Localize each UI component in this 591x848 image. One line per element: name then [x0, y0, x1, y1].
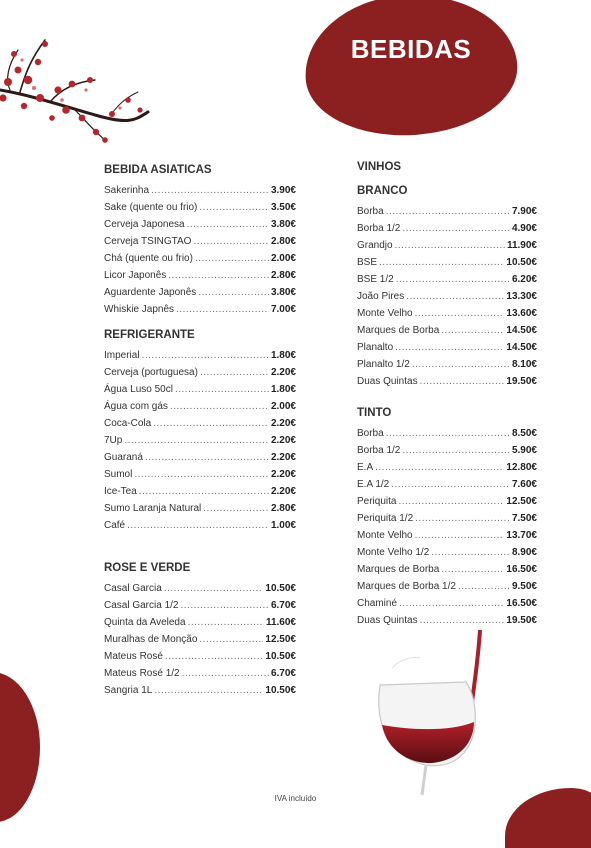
menu-item-row	[104, 182, 296, 199]
menu-item-row	[104, 580, 296, 597]
item-name: Ice-Tea	[104, 486, 137, 497]
section-heading: BEBIDA ASIATICAS	[104, 164, 212, 176]
menu-item-row	[357, 339, 537, 356]
item-name: Marques de Borba	[357, 325, 440, 336]
dot-leader	[199, 199, 269, 216]
title-brush-blob	[300, 0, 521, 142]
dot-leader	[399, 595, 504, 612]
dot-leader	[180, 597, 268, 614]
menu-item-row	[104, 398, 296, 415]
item-name: Sangria 1L	[104, 685, 153, 696]
item-name: E.A 1/2	[357, 479, 390, 490]
item-price: 3.90€	[270, 185, 296, 196]
item-price: 8.50€	[511, 428, 537, 439]
dot-leader	[402, 220, 510, 237]
menu-item-row	[104, 466, 296, 483]
item-price: 6.20€	[511, 274, 537, 285]
item-price: 4.90€	[511, 223, 537, 234]
item-price: 10.50€	[506, 257, 537, 268]
dot-leader	[391, 476, 510, 493]
item-price: 3.80€	[270, 219, 296, 230]
item-name: Aguardente Japonês	[104, 287, 197, 298]
item-name: Planalto	[357, 342, 394, 353]
dot-leader	[375, 459, 504, 476]
item-name: Cerveja (portuguesa)	[104, 367, 198, 378]
menu-item-row	[357, 442, 537, 459]
item-price: 1.80€	[270, 384, 296, 395]
dot-leader	[199, 631, 263, 648]
item-price: 3.50€	[270, 202, 296, 213]
item-price: 10.50€	[265, 685, 296, 696]
item-price: 12.50€	[506, 496, 537, 507]
item-price: 7.50€	[511, 513, 537, 524]
wine-glass-icon	[370, 630, 495, 800]
menu-item-row	[104, 432, 296, 449]
dot-leader	[195, 250, 269, 267]
menu-item-row	[104, 665, 296, 682]
item-name: BSE 1/2	[357, 274, 394, 285]
dot-leader	[142, 347, 269, 364]
dot-leader	[193, 233, 269, 250]
item-price: 2.00€	[270, 401, 296, 412]
menu-item-row	[104, 301, 296, 318]
dot-leader	[127, 517, 269, 534]
dot-leader	[164, 580, 264, 597]
dot-leader	[406, 288, 504, 305]
section-refrigerante	[104, 329, 296, 534]
menu-item-row	[357, 203, 537, 220]
item-price: 2.80€	[270, 236, 296, 247]
menu-item-row	[104, 483, 296, 500]
item-name: Cerveja TSINGTAO	[104, 236, 192, 247]
dot-leader	[420, 612, 505, 629]
item-name: Marques de Borba 1/2	[357, 581, 456, 592]
dot-leader	[402, 442, 510, 459]
dot-leader	[379, 254, 504, 271]
section-branco	[357, 185, 537, 390]
menu-item-row	[357, 271, 537, 288]
dot-leader	[153, 415, 269, 432]
menu-item-row	[357, 288, 537, 305]
item-name: Grandjo	[357, 240, 393, 251]
item-price: 7.60€	[511, 479, 537, 490]
item-name: Mateus Rosé	[104, 651, 163, 662]
item-name: 7Up	[104, 435, 123, 446]
item-price: 12.80€	[506, 462, 537, 473]
item-name: Duas Quintas	[357, 615, 418, 626]
item-price: 8.90€	[511, 547, 537, 558]
item-name: Borba	[357, 428, 384, 439]
dot-leader	[200, 364, 269, 381]
dot-leader	[124, 432, 269, 449]
dot-leader	[458, 578, 510, 595]
item-price: 2.20€	[270, 486, 296, 497]
cherry-blossom-branch-icon	[0, 20, 150, 155]
item-price: 7.00€	[270, 304, 296, 315]
item-name: Borba 1/2	[357, 223, 401, 234]
item-price: 11.90€	[506, 240, 537, 251]
menu-item-row	[104, 449, 296, 466]
item-name: Cerveja Japonesa	[104, 219, 185, 230]
menu-item-row	[357, 527, 537, 544]
item-price: 2.80€	[270, 270, 296, 281]
item-name: E.A	[357, 462, 374, 473]
dot-leader	[154, 682, 263, 699]
menu-item-row	[104, 216, 296, 233]
dot-leader	[395, 339, 504, 356]
item-price: 7.90€	[511, 206, 537, 217]
section-heading: BRANCO	[357, 185, 408, 197]
item-name: Borba 1/2	[357, 445, 401, 456]
item-price: 3.80€	[270, 287, 296, 298]
item-name: Periquita 1/2	[357, 513, 414, 524]
page-title: BEBIDAS	[350, 34, 472, 64]
item-price: 8.10€	[511, 359, 537, 370]
item-name: Monte Velho	[357, 308, 413, 319]
item-price: 13.60€	[506, 308, 537, 319]
section-heading: ROSE E VERDE	[104, 562, 191, 574]
item-name: Casal Garcia	[104, 583, 162, 594]
section-bebida-asiaticas	[104, 164, 296, 318]
menu-item-row	[357, 305, 537, 322]
item-name: Monte Velho	[357, 530, 413, 541]
item-price: 16.50€	[506, 564, 537, 575]
dot-leader	[151, 182, 269, 199]
item-price: 11.60€	[265, 617, 296, 628]
item-name: Sumo Laranja Natural	[104, 503, 202, 514]
dot-leader	[139, 483, 269, 500]
item-price: 2.00€	[270, 253, 296, 264]
section-heading: REFRIGERANTE	[104, 329, 195, 341]
menu-item-row	[104, 250, 296, 267]
dot-leader	[415, 305, 505, 322]
dot-leader	[415, 510, 510, 527]
item-price: 16.50€	[506, 598, 537, 609]
item-name: Quinta da Aveleda	[104, 617, 186, 628]
item-name: Coca-Cola	[104, 418, 152, 429]
menu-item-row	[357, 356, 537, 373]
menu-item-row	[104, 682, 296, 699]
menu-item-row	[104, 381, 296, 398]
dot-leader	[386, 425, 510, 442]
dot-leader	[168, 267, 269, 284]
menu-item-row	[357, 220, 537, 237]
menu-item-row	[104, 267, 296, 284]
dot-leader	[396, 271, 510, 288]
menu-item-row	[357, 595, 537, 612]
item-price: 6.70€	[270, 600, 296, 611]
dot-leader	[182, 665, 269, 682]
dot-leader	[165, 648, 263, 665]
item-name: Guaraná	[104, 452, 143, 463]
menu-item-row	[357, 425, 537, 442]
item-name: Sumol	[104, 469, 133, 480]
item-price: 2.20€	[270, 435, 296, 446]
menu-item-row	[357, 612, 537, 629]
item-price: 1.80€	[270, 350, 296, 361]
item-price: 14.50€	[506, 342, 537, 353]
menu-item-row	[104, 500, 296, 517]
menu-item-row	[104, 517, 296, 534]
dot-leader	[176, 301, 269, 318]
menu-item-row	[104, 614, 296, 631]
item-price: 2.20€	[270, 469, 296, 480]
item-price: 10.50€	[265, 651, 296, 662]
menu-item-row	[104, 631, 296, 648]
menu-item-row	[357, 254, 537, 271]
menu-item-row	[357, 578, 537, 595]
item-price: 2.20€	[270, 418, 296, 429]
item-name: Água Luso 50cl	[104, 384, 173, 395]
item-price: 2.20€	[270, 452, 296, 463]
menu-item-row	[104, 648, 296, 665]
item-name: Monte Velho 1/2	[357, 547, 430, 558]
menu-item-row	[357, 493, 537, 510]
item-price: 19.50€	[506, 376, 537, 387]
menu-item-row	[357, 237, 537, 254]
menu-item-row	[104, 199, 296, 216]
menu-item-row	[357, 373, 537, 390]
dot-leader	[170, 398, 269, 415]
item-price: 14.50€	[506, 325, 537, 336]
item-name: Licor Japonês	[104, 270, 167, 281]
menu-item-row	[357, 561, 537, 578]
dot-leader	[145, 449, 269, 466]
item-price: 5.90€	[511, 445, 537, 456]
menu-item-row	[104, 233, 296, 250]
item-name: Sake (quente ou frio)	[104, 202, 198, 213]
dot-leader	[198, 284, 269, 301]
dot-leader	[395, 237, 505, 254]
item-name: Borba	[357, 206, 384, 217]
item-price: 12.50€	[265, 634, 296, 645]
menu-item-row	[357, 322, 537, 339]
dot-leader	[188, 614, 264, 631]
item-name: Chá (quente ou frio)	[104, 253, 193, 264]
dot-leader	[441, 322, 504, 339]
section-heading: VINHOS	[357, 161, 402, 173]
section-heading: TINTO	[357, 407, 392, 419]
item-name: Chaminé	[357, 598, 398, 609]
menu-item-row	[104, 597, 296, 614]
item-price: 6.70€	[270, 668, 296, 679]
item-price: 19.50€	[506, 615, 537, 626]
item-name: BSE	[357, 257, 378, 268]
item-name: Marques de Borba	[357, 564, 440, 575]
item-name: Casal Garcia 1/2	[104, 600, 179, 611]
item-name: Muralhas de Monção	[104, 634, 198, 645]
section-tinto	[357, 407, 537, 629]
item-price: 2.20€	[270, 367, 296, 378]
dot-leader	[441, 561, 504, 578]
menu-item-row	[104, 284, 296, 301]
menu-item-row	[357, 459, 537, 476]
item-name: Duas Quintas	[357, 376, 418, 387]
item-price: 13.70€	[506, 530, 537, 541]
dot-leader	[175, 381, 269, 398]
item-price: 13.30€	[506, 291, 537, 302]
item-price: 2.80€	[270, 503, 296, 514]
item-name: Mateus Rosé 1/2	[104, 668, 180, 679]
item-price: 9.50€	[511, 581, 537, 592]
item-name: Água com gás	[104, 401, 168, 412]
dot-leader	[203, 500, 269, 517]
dot-leader	[415, 527, 505, 544]
item-name: Café	[104, 520, 126, 531]
menu-item-row	[104, 415, 296, 432]
section-vinhos	[357, 161, 537, 179]
menu-item-row	[357, 544, 537, 561]
dot-leader	[412, 356, 510, 373]
menu-item-row	[104, 364, 296, 381]
dot-leader	[386, 203, 510, 220]
item-name: Whiskie Japnês	[104, 304, 175, 315]
item-name: Periquita	[357, 496, 397, 507]
item-name: Imperial	[104, 350, 140, 361]
dot-leader	[134, 466, 269, 483]
item-name: Planalto 1/2	[357, 359, 410, 370]
item-name: Sakerinha	[104, 185, 150, 196]
dot-leader	[398, 493, 504, 510]
section-rose-e-verde	[104, 562, 296, 699]
item-name: João Pires	[357, 291, 405, 302]
menu-item-row	[104, 347, 296, 364]
menu-item-row	[357, 476, 537, 493]
footer-note: IVA incluído	[274, 794, 317, 803]
dot-leader	[431, 544, 510, 561]
dot-leader	[420, 373, 505, 390]
menu-item-row	[357, 510, 537, 527]
item-price: 10.50€	[265, 583, 296, 594]
dot-leader	[187, 216, 269, 233]
item-price: 1.00€	[270, 520, 296, 531]
